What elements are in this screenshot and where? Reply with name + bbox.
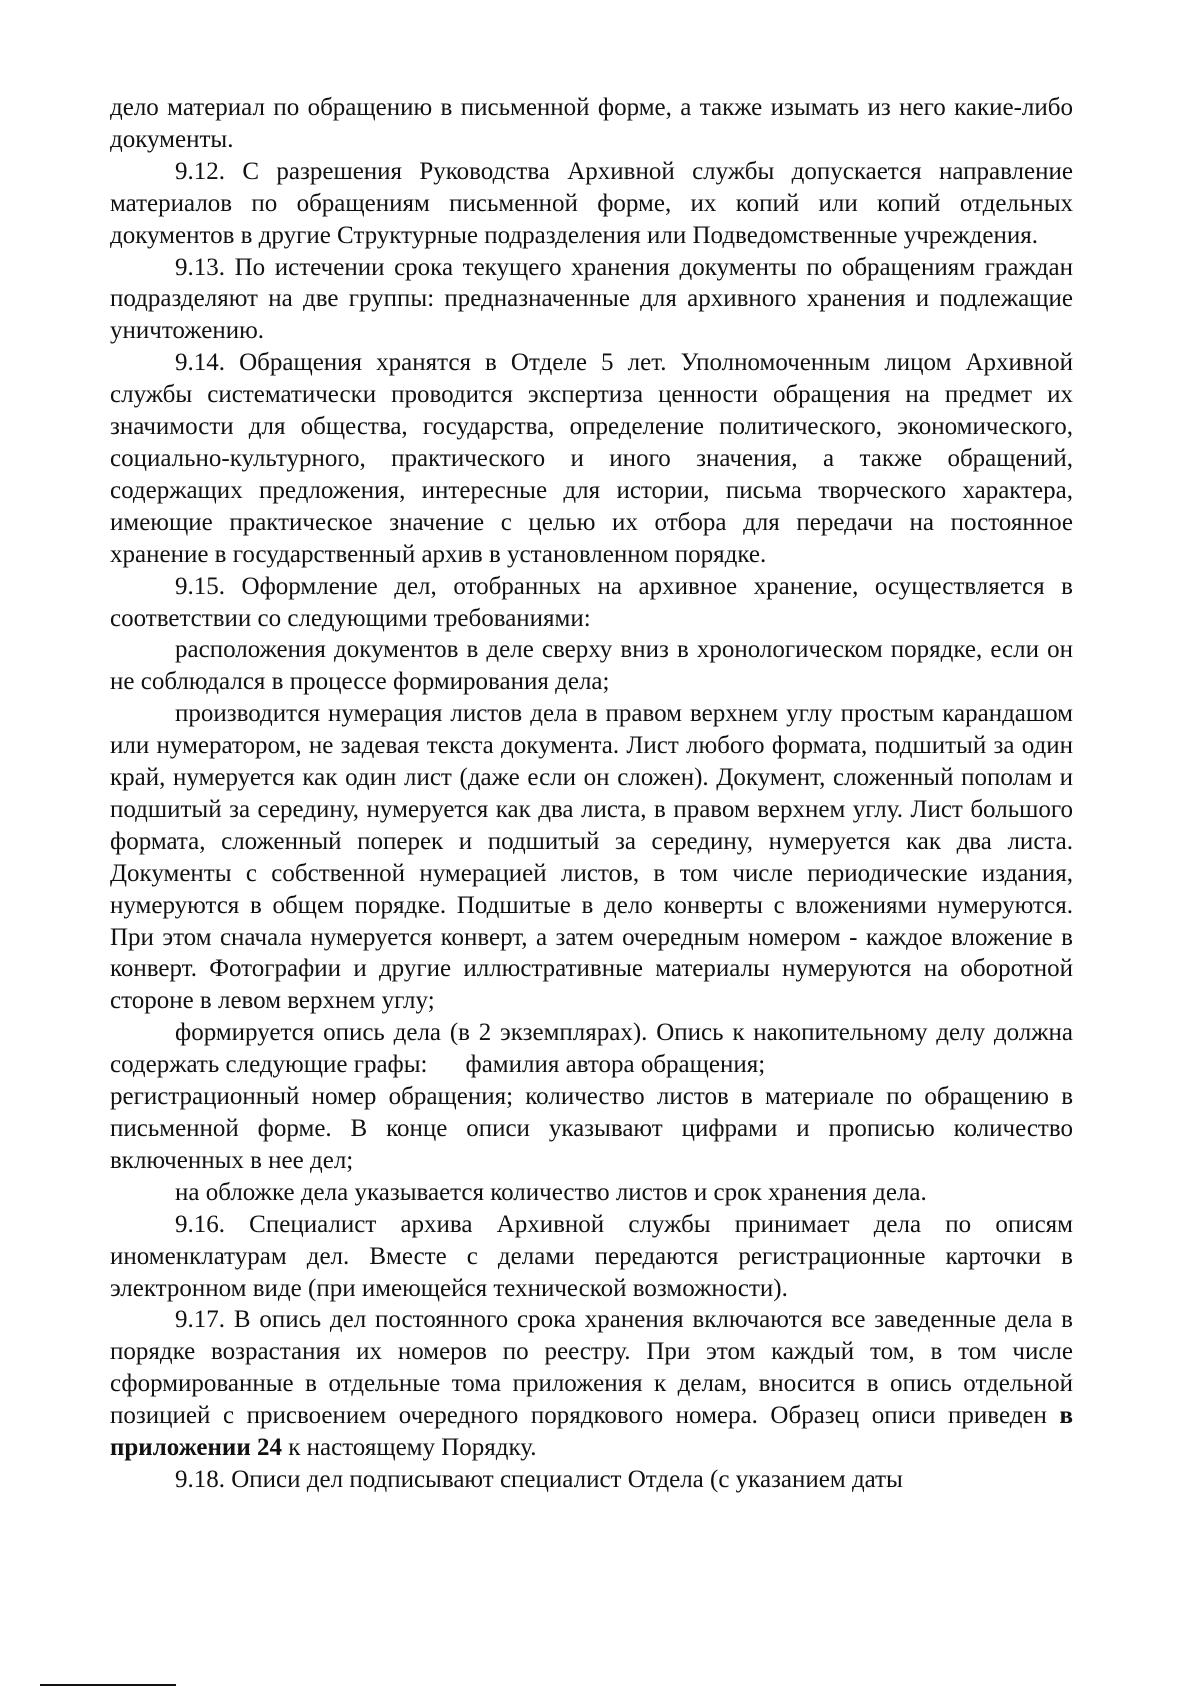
paragraph-9-17-tail: к настоящему Порядку. xyxy=(281,1434,537,1462)
requirement-item-1: расположения документов в деле сверху вниз в хронологическом порядке, если он не соблюдался в процессе формирования дела; xyxy=(110,636,1073,696)
requirement-item-3-continuation: регистрационный номер обращения; количество листов в материале по обращению в письменной форме. В конце описи указывают цифрами и прописью количество включенных в нее дел; xyxy=(110,1083,1073,1174)
document-body xyxy=(110,92,1073,1496)
paragraph-9-17 xyxy=(110,1304,1073,1464)
requirement-item-3-text: формируется опись дела (в 2 экземплярах). Опись к накопительному делу должна содержать следующие графы: xyxy=(110,1019,1073,1079)
requirement-item-3 xyxy=(110,1017,1073,1081)
paragraph-9-13: 9.13. По истечении срока текущего хранения документы по обращениям граждан подразделяют на две группы: предназначенные для архивного хранения и подлежащие уничтожению. xyxy=(110,253,1073,345)
appendix-reference: в приложении 24 xyxy=(110,1402,1073,1462)
paragraph-9-18: 9.18. Описи дел подписывают специалист Отдела (с указанием даты xyxy=(175,1465,903,1493)
paragraph-9-16: 9.16. Специалист архива Архивной службы принимает дела по описям иноменклатурам дел. Вместе с делами передаются регистрационные карточки в электронном виде (при имеющейся технической возможности). xyxy=(110,1210,1073,1302)
paragraph-continuation: дело материал по обращению в письменной форме, а также изымать из него какие-либо документы. xyxy=(110,94,1073,153)
paragraph-9-17-text: 9.17. В опись дел постоянного срока хранения включаются все заведенные дела в порядке возрастания их номеров по реестру. При этом каждый том, в том числе сформированные в отдельные тома приложения к делам, вносится в опись отдельной позицией с присвоением очередного порядкового номера. Образец описи приведен xyxy=(110,1306,1073,1430)
requirement-item-3-column-1: фамилия автора обращения; xyxy=(465,1051,766,1079)
footnote-separator xyxy=(40,1684,176,1686)
paragraph-9-14: 9.14. Обращения хранятся в Отделе 5 лет. Уполномоченным лицом Архивной службы систематически проводится экспертиза ценности обращения на предмет их значимости для общества, государства, определение политического, экономического, социально-культурного, практического и иного значения, а также обращений, содержащих предложения, интересные для истории, письма творческого характера, имеющие практическое значение с целью их отбора для передачи на постоянное хранение в государственный архив в установленном порядке. xyxy=(110,349,1073,568)
requirement-item-2: производится нумерация листов дела в правом верхнем углу простым карандашом или нумератором, не задевая текста документа. Лист любого формата, подшитый за один край, нумеруется как один лист (даже если он сложен). Документ, сложенный пополам и подшитый за середину, нумеруется как два листа, в правом верхнем углу. Лист большого формата, сложенный поперек и подшитый за середину, нумеруется как два листа. Документы с собственной нумерацией листов, в том числе периодические издания, нумеруются в общем порядке. Подшитые в дело конверты с вложениями нумеруются. При этом сначала нумеруется конверт, а затем очередным номером - каждое вложение в конверт. Фотографии и другие иллюстративные материалы нумеруются на оборотной стороне в левом верхнем углу; xyxy=(110,700,1073,1015)
requirement-item-4: на обложке дела указывается количество листов и срок хранения дела. xyxy=(175,1178,927,1206)
paragraph-9-12: 9.12. С разрешения Руководства Архивной службы допускается направление материалов по обращениям письменной форме, их копий или копий отдельных документов в другие Структурные подразделения или Подведомственные учреждения. xyxy=(110,157,1073,249)
paragraph-9-15: 9.15. Оформление дел, отобранных на архивное хранение, осуществляется в соответствии со следующими требованиями: xyxy=(110,572,1073,632)
